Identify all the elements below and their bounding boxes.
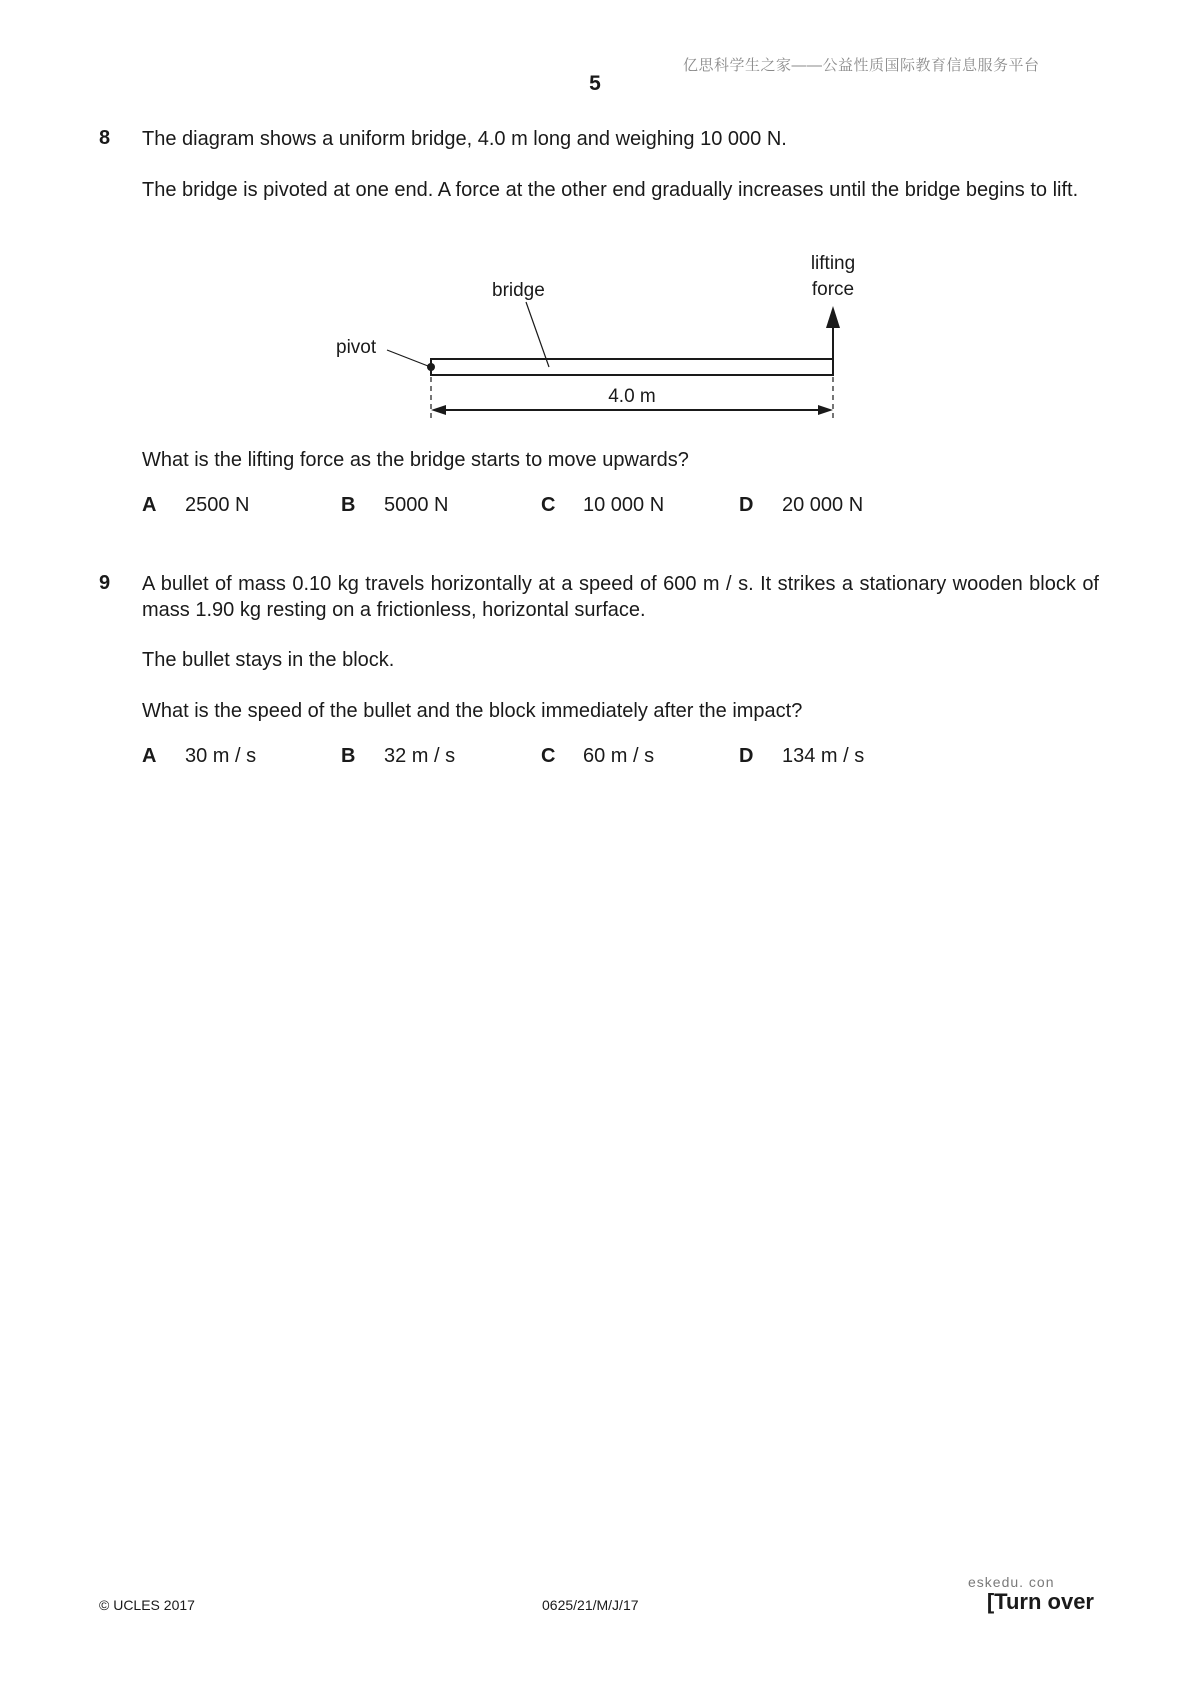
q8-option-a-value: 2500 N (185, 494, 250, 516)
pivot-leader-line (387, 350, 428, 366)
dimension-arrow-right (818, 405, 833, 415)
q9-option-d-value: 134 m / s (782, 745, 865, 767)
force-label: force (811, 279, 855, 300)
q9-option-a-value: 30 m / s (185, 745, 257, 767)
question-8-description: The bridge is pivoted at one end. A force at the other end gradually increases until the bridge begins to lift. (142, 179, 1079, 201)
watermark-text: 亿思科学生之家——公益性质国际教育信息服务平台 (683, 57, 1040, 74)
pivot-point (427, 363, 435, 371)
bridge-beam (431, 359, 833, 375)
question-9-number: 9 (99, 572, 111, 594)
question-8-prompt: What is the lifting force as the bridge starts to move upwards? (142, 449, 689, 471)
lifting-force-arrow-head (826, 306, 840, 328)
q8-option-c-letter: C (541, 494, 556, 516)
q9-option-d-letter: D (739, 745, 754, 767)
q8-option-b-value: 5000 N (384, 494, 449, 516)
q9-option-b-value: 32 m / s (384, 745, 456, 767)
question-9-intro: A bullet of mass 0.10 kg travels horizontally at a speed of 600 m / s. It strikes a stationary wooden block of mass 1.90 kg resting on a frictionless, horizontal surface. (142, 573, 1099, 621)
bridge-label: bridge (492, 280, 545, 301)
q9-option-c-value: 60 m / s (583, 745, 655, 767)
question-8-intro: The diagram shows a uniform bridge, 4.0 m long and weighing 10 000 N. (142, 128, 787, 150)
length-label: 4.0 m (608, 386, 656, 407)
q8-option-d-value: 20 000 N (782, 494, 864, 516)
pivot-label: pivot (336, 337, 377, 358)
q8-option-c-value: 10 000 N (583, 494, 665, 516)
question-9-prompt: What is the speed of the bullet and the block immediately after the impact? (142, 700, 803, 722)
footer-copyright: © UCLES 2017 (99, 1597, 195, 1613)
turn-over-label: [Turn over (986, 1589, 1094, 1614)
question-9-statement: The bullet stays in the block. (142, 649, 395, 671)
q9-option-b-letter: B (341, 745, 356, 767)
q9-option-c-letter: C (541, 745, 556, 767)
q8-option-b-letter: B (341, 494, 356, 516)
q8-option-a-letter: A (142, 494, 157, 516)
lifting-label: lifting (810, 253, 856, 274)
footer-site-watermark: eskedu. con (968, 1574, 1055, 1590)
q9-option-a-letter: A (142, 745, 157, 767)
footer-paper-code: 0625/21/M/J/17 (542, 1597, 639, 1613)
bridge-leader-line (526, 302, 549, 367)
q8-option-d-letter: D (739, 494, 754, 516)
dimension-arrow-left (431, 405, 446, 415)
page-number: 5 (589, 72, 601, 95)
question-8-number: 8 (99, 127, 111, 149)
